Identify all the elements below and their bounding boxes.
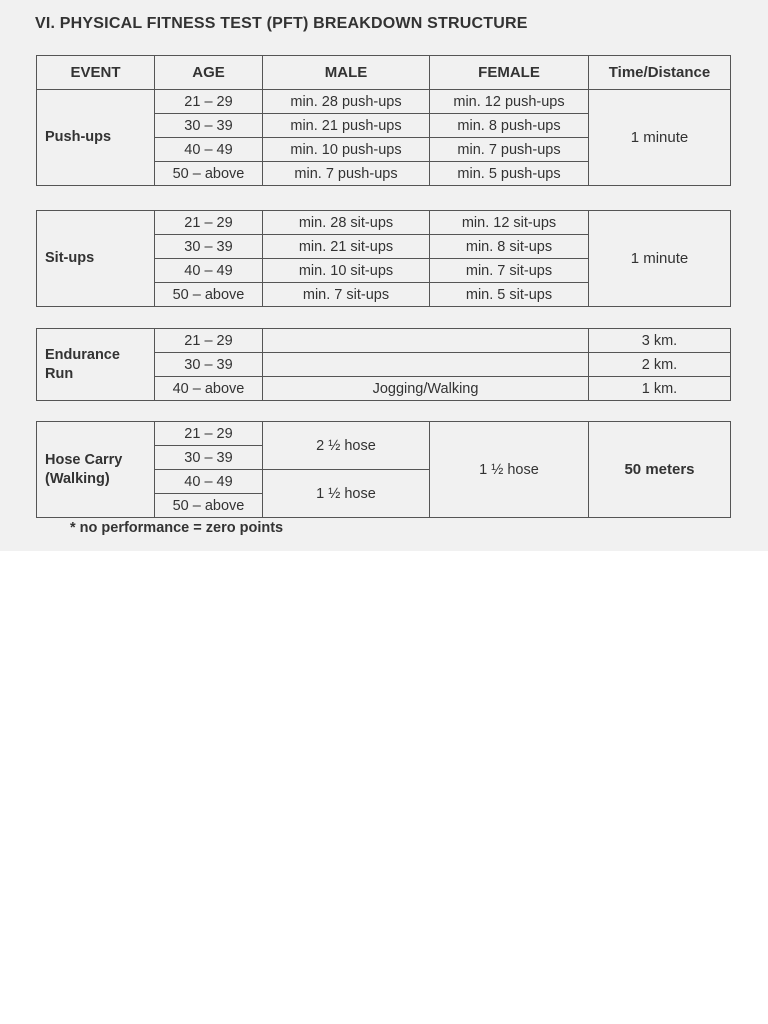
header-row [37, 56, 731, 90]
male-cell: 1 ½ hose [263, 470, 430, 518]
performance-cell [263, 353, 589, 377]
female-cell: min. 12 sit-ups [430, 211, 589, 235]
age-cell: 30 – 39 [155, 235, 263, 259]
hose-carry-table [36, 421, 731, 518]
age-cell: 40 – 49 [155, 470, 263, 494]
event-pushups: Push-ups [37, 90, 155, 186]
time-cell: 1 minute [589, 211, 731, 307]
age-cell: 21 – 29 [155, 211, 263, 235]
header-male: MALE [263, 56, 430, 90]
male-cell: min. 7 push-ups [263, 162, 430, 186]
document-title: VI. PHYSICAL FITNESS TEST (PFT) BREAKDOWN STRUCTURE [35, 15, 528, 32]
pushups-table [36, 55, 731, 186]
female-cell: 1 ½ hose [430, 422, 589, 518]
male-cell: min. 10 push-ups [263, 138, 430, 162]
table-row [37, 422, 731, 446]
endurance-table [36, 328, 731, 401]
header-time-distance: Time/Distance [589, 56, 731, 90]
age-cell: 30 – 39 [155, 353, 263, 377]
distance-cell: 2 km. [589, 353, 731, 377]
male-cell: min. 7 sit-ups [263, 283, 430, 307]
age-cell: 30 – 39 [155, 446, 263, 470]
time-cell: 1 minute [589, 90, 731, 186]
male-cell: min. 28 push-ups [263, 90, 430, 114]
age-cell: 40 – above [155, 377, 263, 401]
age-cell: 21 – 29 [155, 90, 263, 114]
female-cell: min. 7 sit-ups [430, 259, 589, 283]
female-cell: min. 5 sit-ups [430, 283, 589, 307]
event-situps: Sit-ups [37, 211, 155, 307]
male-cell: min. 21 push-ups [263, 114, 430, 138]
age-cell: 40 – 49 [155, 138, 263, 162]
situps-table [36, 210, 731, 307]
age-cell: 50 – above [155, 494, 263, 518]
distance-cell: 1 km. [589, 377, 731, 401]
male-cell: min. 28 sit-ups [263, 211, 430, 235]
female-cell: min. 5 push-ups [430, 162, 589, 186]
table-row [37, 329, 731, 353]
female-cell: min. 12 push-ups [430, 90, 589, 114]
table-row [37, 211, 731, 235]
header-event: EVENT [37, 56, 155, 90]
female-cell: min. 7 push-ups [430, 138, 589, 162]
performance-cell [263, 329, 589, 353]
event-endurance-run: Endurance Run [37, 329, 155, 401]
female-cell: min. 8 sit-ups [430, 235, 589, 259]
female-cell: min. 8 push-ups [430, 114, 589, 138]
distance-cell: 50 meters [589, 422, 731, 518]
male-cell: min. 21 sit-ups [263, 235, 430, 259]
distance-cell: 3 km. [589, 329, 731, 353]
age-cell: 30 – 39 [155, 114, 263, 138]
footnote: * no performance = zero points [70, 520, 284, 536]
male-cell: 2 ½ hose [263, 422, 430, 470]
age-cell: 21 – 29 [155, 422, 263, 446]
age-cell: 40 – 49 [155, 259, 263, 283]
age-cell: 50 – above [155, 283, 263, 307]
event-hose-carry: Hose Carry (Walking) [37, 422, 155, 518]
header-age: AGE [155, 56, 263, 90]
performance-cell: Jogging/Walking [263, 377, 589, 401]
age-cell: 50 – above [155, 162, 263, 186]
male-cell: min. 10 sit-ups [263, 259, 430, 283]
header-female: FEMALE [430, 56, 589, 90]
age-cell: 21 – 29 [155, 329, 263, 353]
table-row [37, 90, 731, 114]
